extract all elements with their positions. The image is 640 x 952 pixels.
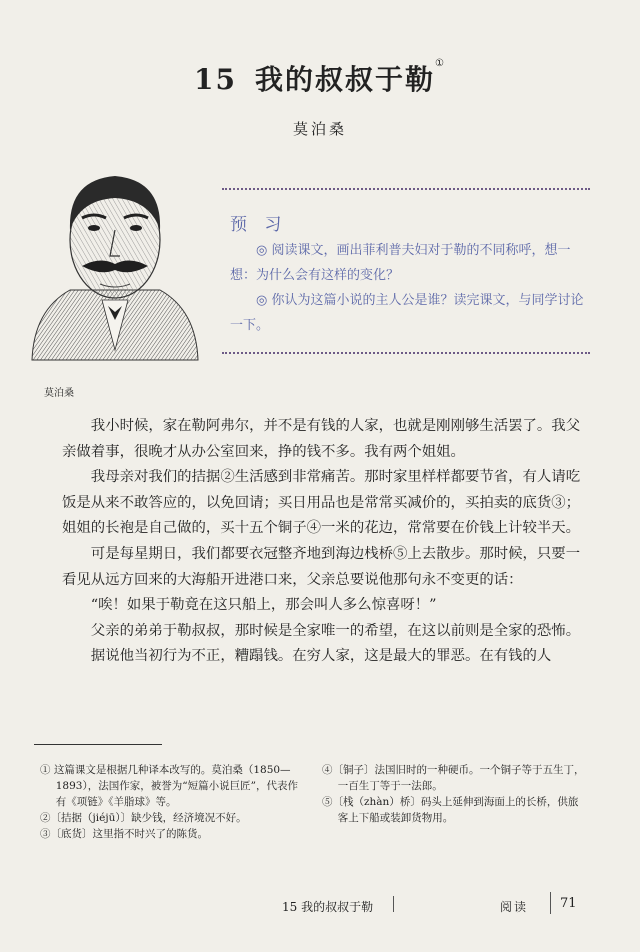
- body-paragraph: 父亲的弟弟于勒叔叔，那时候是全家唯一的希望，在这以前则是全家的恐怖。: [90, 622, 581, 639]
- footnotes-right: [322, 762, 588, 826]
- preview-top-border: [222, 188, 590, 190]
- lesson-title-text: 我的叔叔于勒: [254, 63, 435, 96]
- body-paragraph: 我母亲对我们的拮据②生活感到非常痛苦。那时家里样样都要节省，有人请吃饭是从来不敢答应的，以免回请；买日用品也是常常买减价的，买拍卖的底货③；姐姐的长袍是自己做的，买十五个铜子④一米的花边，常常要在价钱上计较半天。: [62, 469, 581, 537]
- preview-bottom-border: [222, 352, 590, 354]
- page-number: 71: [560, 896, 577, 911]
- body-paragraph: 我小时候，家在勒阿弗尔，并不是有钱的人家，也就是刚刚够生活罢了。我父亲做着事，很晚才从办公室回来，挣的钱不多。我有两个姐姐。: [62, 418, 581, 460]
- running-title: 15 我的叔叔于勒: [282, 900, 374, 914]
- lesson-title: [0, 58, 640, 98]
- footnote: ②〔拮据（jiéjū）〕缺少钱，经济境况不好。: [40, 812, 247, 824]
- preview-box: [230, 238, 590, 338]
- preview-item: ◎ 阅读课文，画出菲利普夫妇对于勒的不同称呼，想一想：为什么会有这样的变化？: [230, 243, 571, 283]
- footer-divider: [550, 892, 551, 914]
- footer-divider: [393, 896, 394, 912]
- footnote: ① 这篇课文是根据几种译本改写的。莫泊桑（1850—1893），法国作家，被誉为“短篇小说巨匠”，代表作有《项链》《羊脂球》等。: [40, 764, 298, 808]
- story-body: [62, 414, 586, 670]
- portrait-caption: 莫泊桑: [44, 388, 74, 399]
- body-paragraph: 据说他当初行为不正，糟蹋钱。在穷人家，这是最大的罪恶。在有钱的人: [90, 648, 552, 665]
- preview-heading: 预 习: [230, 215, 288, 235]
- lesson-number: 15: [194, 63, 237, 96]
- preview-item: ◎ 你认为这篇小说的主人公是谁？读完课文，与同学讨论一下。: [230, 293, 584, 333]
- footnote: ③〔底货〕这里指不时兴了的陈货。: [40, 828, 208, 840]
- author-portrait: [30, 160, 200, 370]
- footnote: ④〔铜子〕法国旧时的一种硬币。一个铜子等于五生丁，一百生丁等于一法郎。: [322, 764, 585, 792]
- author-name: 莫泊桑: [292, 120, 347, 138]
- footnotes-left: [40, 762, 302, 842]
- body-paragraph: 可是每星期日，我们都要衣冠整齐地到海边栈桥⑤上去散步。那时候，只要一看见从远方回来的大海船开进港口来，父亲总要说他那句永不变更的话：: [62, 545, 581, 588]
- footnote: ⑤〔栈（zhàn）桥〕码头上延伸到海面上的长桥，供旅客上下船或装卸货物用。: [322, 796, 579, 824]
- body-paragraph: “唉！如果于勒竟在这只船上，那会叫人多么惊喜呀！”: [90, 597, 437, 614]
- title-footnote-mark: ①: [435, 58, 446, 69]
- section-label: 阅读: [500, 900, 529, 914]
- footnote-rule: [34, 744, 162, 745]
